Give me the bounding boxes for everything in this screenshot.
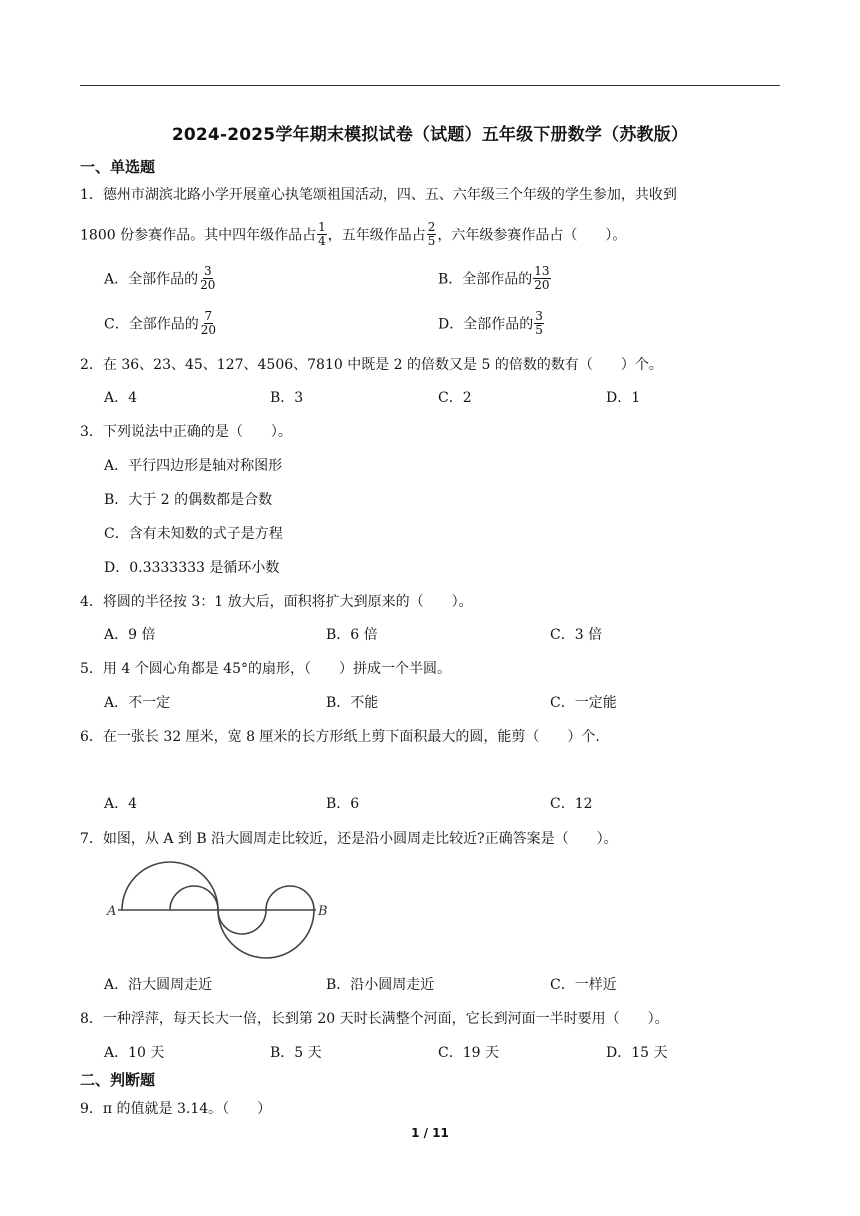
circles-path-figure — [104, 855, 344, 965]
q2-option-b[interactable]: B．3 — [270, 390, 304, 406]
q2-option-c[interactable]: C．2 — [438, 390, 472, 406]
q1-option-c[interactable]: C．全部作品的 $\frac{7}{20}$ — [104, 309, 216, 337]
q6-option-c[interactable]: C．12 — [550, 796, 593, 812]
q3-stem: 3．下列说法中正确的是（ ）。 — [80, 424, 292, 440]
q1-stem-line1: 1．德州市湖滨北路小学开展童心执笔颂祖国活动，四、五、六年级三个年级的学生参加，共收到 — [80, 187, 677, 203]
q3-option-b[interactable]: B．大于 2 的偶数都是合数 — [104, 492, 273, 508]
q1-stem-line2: 1800 份参赛作品。其中四年级作品占 $\frac{1}{4}$ ，五年级作品占 $\frac{2}{5}$ ，六年级参赛作品占（ ）。 — [80, 220, 627, 248]
q5-option-a[interactable]: A．不一定 — [104, 695, 171, 711]
q3-option-a[interactable]: A．平行四边形是轴对称图形 — [104, 458, 283, 474]
small-arc-3 — [266, 886, 314, 910]
fraction-2-5: $\frac{2}{5}$ — [427, 220, 436, 248]
q8-option-a[interactable]: A．10 天 — [104, 1045, 165, 1061]
point-a-label: A — [107, 904, 117, 919]
q7-stem: 7．如图，从 A 到 B 沿大圆周走比较近，还是沿小圆周走比较近?正确答案是（ ）。 — [80, 831, 618, 847]
q8-option-d[interactable]: D．15 天 — [606, 1045, 668, 1061]
q7-option-a[interactable]: A．沿大圆周走近 — [104, 977, 213, 993]
q1-option-d[interactable]: D．全部作品的 $\frac{3}{5}$ — [438, 309, 543, 337]
q2-stem: 2．在 36、23、45、127、4506、7810 中既是 2 的倍数又是 5 的倍数的数有（ ）个。 — [80, 357, 663, 373]
q7-option-b[interactable]: B．沿小圆周走近 — [326, 977, 435, 993]
q2-option-a[interactable]: A．4 — [104, 390, 138, 406]
q6-option-b[interactable]: B．6 — [326, 796, 360, 812]
q4-option-b[interactable]: B．6 倍 — [326, 627, 378, 643]
point-b-label: B — [318, 904, 328, 919]
small-arc-1 — [170, 886, 218, 910]
q1-option-a[interactable]: A．全部作品的 $\frac{3}{20}$ — [104, 264, 216, 292]
q5-option-c[interactable]: C．一定能 — [550, 695, 617, 711]
q6-stem: 6．在一张长 32 厘米，宽 8 厘米的长方形纸上剪下面积最大的圆，能剪（ ）个. — [80, 729, 600, 745]
q8-option-b[interactable]: B．5 天 — [270, 1045, 322, 1061]
page-title: 2024-2025学年期末模拟试卷（试题）五年级下册数学（苏教版） — [171, 125, 689, 145]
small-arc-2 — [218, 910, 266, 934]
q9-stem: 9．π 的值就是 3.14。（ ） — [80, 1101, 272, 1117]
q3-option-d[interactable]: D．0.3333333 是循环小数 — [104, 560, 280, 576]
q4-option-a[interactable]: A．9 倍 — [104, 627, 156, 643]
q8-option-c[interactable]: C．19 天 — [438, 1045, 499, 1061]
q5-option-b[interactable]: B．不能 — [326, 695, 379, 711]
q4-option-c[interactable]: C．3 倍 — [550, 627, 603, 643]
large-upper-arc — [122, 862, 218, 910]
large-lower-arc — [218, 910, 314, 958]
section-heading-true-false: 二、判断题 — [80, 1071, 156, 1089]
q7-option-c[interactable]: C．一样近 — [550, 977, 617, 993]
section-heading-single-choice: 一、单选题 — [80, 158, 156, 176]
q5-stem: 5．用 4 个圆心角都是 45°的扇形，（ ）拼成一个半圆。 — [80, 661, 451, 677]
q6-option-a[interactable]: A．4 — [104, 796, 138, 812]
q1-option-b[interactable]: B．全部作品的 $\frac{13}{20}$ — [438, 264, 550, 292]
q3-option-c[interactable]: C．含有未知数的式子是方程 — [104, 526, 283, 542]
q2-option-d[interactable]: D．1 — [606, 390, 641, 406]
q4-stem: 4．将圆的半径按 3：1 放大后，面积将扩大到原来的（ ）。 — [80, 594, 473, 610]
page-number: 1 / 11 — [411, 1126, 449, 1140]
fraction-1-4: $\frac{1}{4}$ — [318, 220, 326, 248]
q8-stem: 8．一种浮萍，每天长大一倍，长到第 20 天时长满整个河面，它长到河面一半时要用（ ）。 — [80, 1011, 669, 1027]
header-rule — [80, 85, 780, 86]
